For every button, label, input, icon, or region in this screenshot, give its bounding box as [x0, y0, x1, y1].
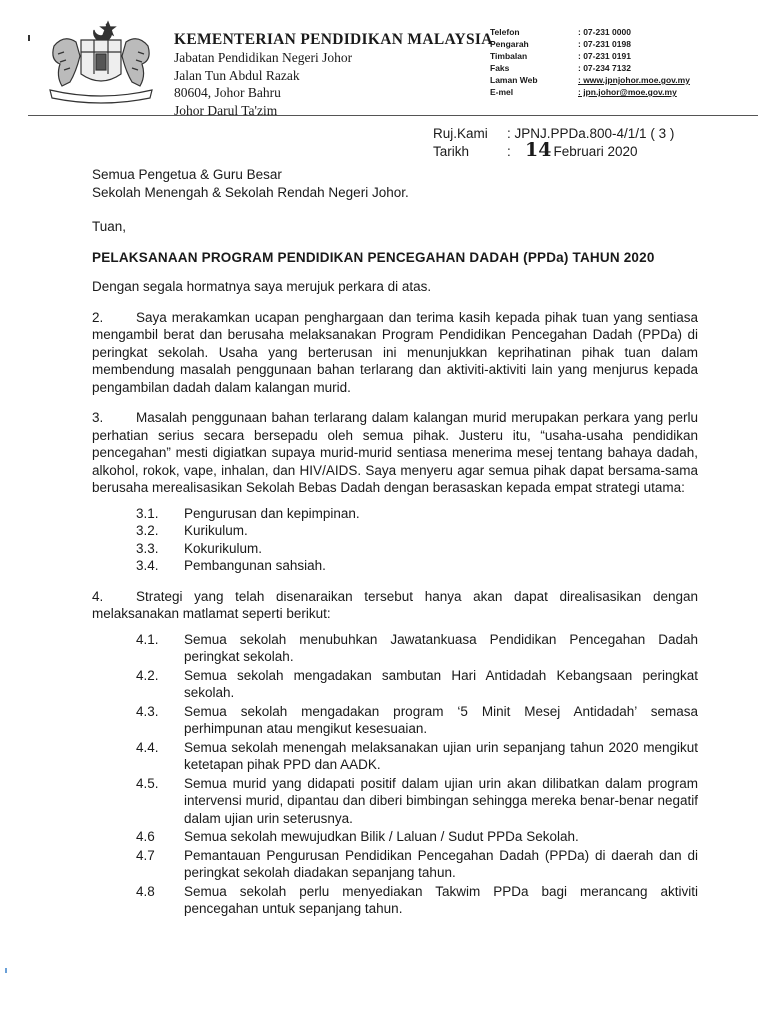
contact-row-pengarah: [490, 38, 690, 50]
item-text: Kokurikulum.: [184, 540, 263, 556]
contact-value: : 07-231 0000: [578, 27, 631, 37]
paragraph-number: 2.: [92, 309, 104, 325]
item-text: Pembangunan sahsiah.: [184, 558, 326, 573]
tarikh-label: Tarikh: [433, 144, 470, 159]
coat-of-arms: [36, 16, 166, 106]
contact-row-faks: [490, 62, 690, 74]
email-link[interactable]: : jpn.johor@moe.gov.my: [578, 87, 677, 97]
contact-row-timbalan: [490, 50, 690, 62]
contact-value: : 07-231 0191: [578, 51, 631, 61]
item-text: Semua sekolah mengadakan program ‘5 Minit Mesej Antidadah’ semasa perhimpunan atau mengikut kesesuaian.: [184, 703, 698, 736]
paragraph-text: Saya merakamkan ucapan penghargaan dan terima kasih kepada pihak tuan yang sentiasa mengambil berat dan berusaha melaksanakan Program Pendidikan Pencegahan Dadah (PPDa) di peringkat sekolah. Usaha yang berterusan ini menunjukkan keprihatinan pihak tuan dalam membendung masalah penggunaan bahan terlarang dan aktiviti-aktiviti lain yang menjurus kepada pengambilan dadah dalam kalangan murid.: [92, 309, 698, 395]
letter-body: [92, 166, 698, 919]
item-text: Semua murid yang didapati positif dalam ujian urin akan dilibatkan dalam program intervensi murid, dipantau dan diberi bimbingan sehingga mereka benar-benar negatif dalam ujian urin seterusnya.: [184, 775, 698, 826]
item-number: 3.3.: [136, 540, 159, 556]
item-text: Semua sekolah perlu menyediakan Takwim PPDa bagi merancang aktiviti pencegahan untuk sepanjang tahun.: [184, 883, 698, 916]
letterhead-organisation: [174, 30, 493, 119]
contact-block: [490, 26, 690, 98]
list-item: [136, 631, 698, 666]
item-text: Semua sekolah mewujudkan Bilik / Laluan / Sudut PPDa Sekolah.: [184, 829, 579, 844]
item-text: Kurikulum.: [184, 523, 248, 538]
contact-row-emel: [490, 86, 690, 98]
recipient-line: Sekolah Menengah & Sekolah Rendah Negeri Johor.: [92, 184, 409, 200]
item-number: 3.2.: [136, 523, 159, 538]
contact-label: E-mel: [490, 87, 514, 97]
salutation: Tuan,: [92, 219, 127, 234]
ruj-value: : JPNJ.PPDa.800-4/1/1 ( 3 ): [507, 126, 675, 141]
address-line: Johor Darul Ta'zim: [174, 102, 278, 118]
tarikh-month-year: Februari 2020: [553, 144, 638, 159]
opening-line: Dengan segala hormatnya saya merujuk perkara di atas.: [92, 279, 432, 294]
list-item: [136, 775, 698, 828]
contact-value: : 07-231 0198: [578, 39, 631, 49]
contact-label: Laman Web: [490, 75, 538, 85]
list-item: [136, 703, 698, 738]
item-text: Semua sekolah menubuhkan Jawatankuasa Pendidikan Pencegahan Dadah peringkat sekolah.: [184, 631, 698, 664]
header-divider: [28, 115, 758, 116]
item-text: Pengurusan dan kepimpinan.: [184, 505, 360, 521]
list-item: [136, 505, 698, 523]
item-number: 4.4.: [136, 739, 159, 755]
item-number: 3.1.: [136, 505, 159, 521]
list-item: [136, 667, 698, 702]
item-number: 4.5.: [136, 775, 159, 791]
contact-label: Pengarah: [490, 39, 529, 49]
list-item: [136, 540, 698, 558]
item-number: 4.8: [136, 883, 155, 899]
item-number: 4.6: [136, 829, 155, 844]
contact-row-laman-web: [490, 74, 690, 86]
item-text: Semua sekolah menengah melaksanakan ujian urin sepanjang tahun 2020 mengikut ketetapan pihak PPD dan AADK.: [184, 739, 698, 772]
recipient-line: Semua Pengetua & Guru Besar: [92, 167, 282, 182]
list-item: [136, 847, 698, 882]
item-number: 4.1.: [136, 631, 159, 647]
ministry-name: KEMENTERIAN PENDIDIKAN MALAYSIA: [174, 31, 493, 48]
date-row: [433, 139, 674, 161]
paragraph-number: 4.: [92, 588, 104, 604]
item-number: 4.3.: [136, 703, 159, 719]
address-line: Jalan Tun Abdul Razak: [174, 67, 300, 83]
item-number: 4.7: [136, 847, 155, 863]
contact-row-telefon: [490, 26, 690, 38]
crest-icon: [36, 16, 166, 106]
list-item: [136, 828, 698, 846]
paragraph-4: [92, 588, 698, 623]
ruj-label: Ruj.Kami: [433, 126, 488, 141]
item-number: 3.4.: [136, 558, 159, 573]
scan-mark: [5, 968, 7, 973]
item-number: 4.2.: [136, 667, 159, 683]
address-line: Jabatan Pendidikan Negeri Johor: [174, 50, 353, 65]
paragraph-text: Strategi yang telah disenaraikan tersebut hanya akan dapat direalisasikan dengan melaksanakan matlamat seperti berikut:: [92, 588, 698, 621]
scan-speck: [28, 35, 30, 41]
list-item: [136, 883, 698, 918]
reference-row: [433, 125, 674, 143]
tarikh-colon: :: [507, 144, 511, 159]
item-text: Pemantauan Pengurusan Pendidikan Pencegahan Dadah (PPDa) di daerah dan di peringkat sekolah diadakan sepanjang tahun.: [184, 847, 698, 880]
paragraph-3: [92, 409, 698, 497]
item-text: Semua sekolah mengadakan sambutan Hari Antidadah Kebangsaan peringkat sekolah.: [184, 667, 698, 700]
goal-list: [136, 631, 698, 918]
list-item: [136, 522, 698, 540]
contact-value: : 07-234 7132: [578, 63, 631, 73]
letter-title: PELAKSANAAN PROGRAM PENDIDIKAN PENCEGAHAN DADAH (PPDa) TAHUN 2020: [92, 249, 655, 265]
contact-label: Telefon: [490, 27, 520, 37]
strategy-list: [136, 505, 698, 575]
reference-block: [433, 125, 674, 161]
contact-label: Faks: [490, 63, 510, 73]
website-link[interactable]: : www.jpnjohor.moe.gov.my: [578, 75, 690, 85]
paragraph-number: 3.: [92, 410, 104, 425]
handwritten-day: 14: [525, 139, 552, 161]
list-item: [136, 739, 698, 774]
paragraph-2: [92, 309, 698, 397]
address-line: 80604, Johor Bahru: [174, 85, 281, 100]
paragraph-text: Masalah penggunaan bahan terlarang dalam kalangan murid merupakan perkara yang perlu perhatian serius secara bersepadu oleh semua pihak. Justeru itu, “usaha-usaha pendidikan pencegahan” mesti digiatkan supaya murid-murid sentiasa menerima mesej tentang bahaya dadah, alkohol, rokok, vape, inhalan, dan HIV/AIDS. Saya menyeru agar semua pihak dapat bersama-sama berusaha merealisasikan Sekolah Bebas Dadah dengan berasaskan kepada empat strategi utama:: [92, 410, 698, 495]
list-item: [136, 557, 698, 575]
contact-label: Timbalan: [490, 51, 528, 61]
